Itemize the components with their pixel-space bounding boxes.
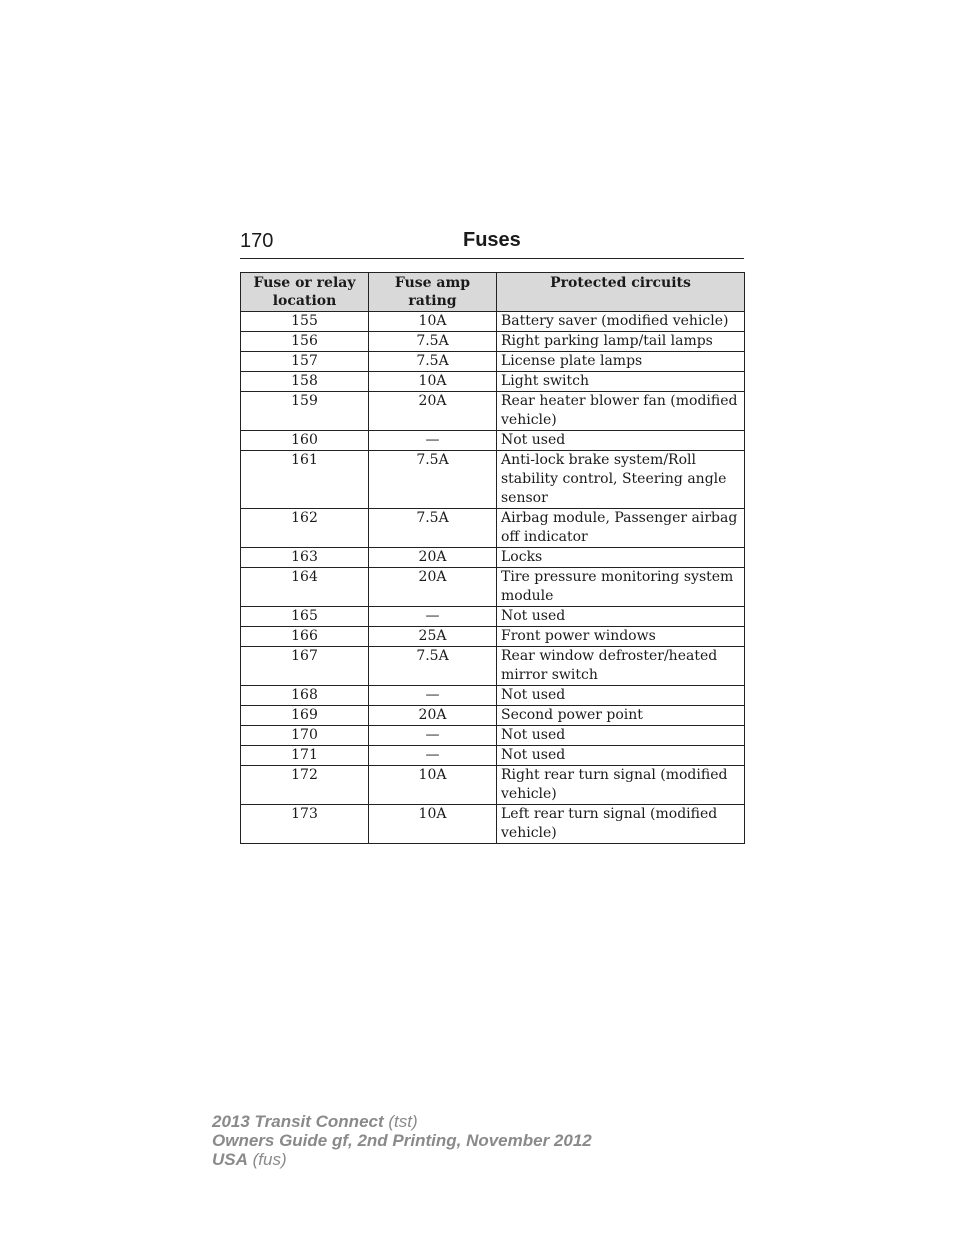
cell-rating: 20A [369, 548, 497, 568]
cell-rating: 25A [369, 627, 497, 647]
table-row [241, 451, 745, 509]
footer-market: USA [212, 1150, 248, 1169]
cell-location: 164 [241, 568, 369, 607]
cell-location: 165 [241, 607, 369, 627]
cell-circuits: Front power windows [497, 627, 745, 647]
footer-line-2 [212, 1131, 592, 1150]
table-row [241, 312, 745, 332]
cell-circuits: Not used [497, 686, 745, 706]
cell-location: 167 [241, 647, 369, 686]
cell-rating: 10A [369, 766, 497, 805]
column-header-circuits: Protected circuits [497, 273, 745, 312]
table-row [241, 431, 745, 451]
cell-location: 162 [241, 509, 369, 548]
cell-rating: 10A [369, 312, 497, 332]
table-row [241, 746, 745, 766]
cell-location: 156 [241, 332, 369, 352]
table-row [241, 726, 745, 746]
footer-market-code: (fus) [247, 1150, 287, 1169]
cell-rating: 20A [369, 392, 497, 431]
table-row [241, 352, 745, 372]
page-footer [212, 1112, 592, 1169]
footer-printing: Owners Guide gf, 2nd Printing, November 2012 [212, 1131, 592, 1150]
cell-rating: 10A [369, 372, 497, 392]
cell-rating: — [369, 431, 497, 451]
column-header-location: Fuse or relay location [241, 273, 369, 312]
cell-location: 171 [241, 746, 369, 766]
footer-model-code: (tst) [383, 1112, 418, 1131]
fuse-table [240, 272, 745, 844]
cell-circuits: Tire pressure monitoring system module [497, 568, 745, 607]
cell-rating: 7.5A [369, 332, 497, 352]
cell-location: 166 [241, 627, 369, 647]
cell-location: 170 [241, 726, 369, 746]
cell-location: 163 [241, 548, 369, 568]
table-row [241, 548, 745, 568]
table-row [241, 627, 745, 647]
page-header [240, 228, 744, 259]
cell-rating: 7.5A [369, 451, 497, 509]
table-row [241, 332, 745, 352]
cell-circuits: Not used [497, 607, 745, 627]
cell-circuits: Rear window defroster/heated mirror switch [497, 647, 745, 686]
cell-circuits: Right parking lamp/tail lamps [497, 332, 745, 352]
footer-model: 2013 Transit Connect [212, 1112, 384, 1131]
cell-circuits: Right rear turn signal (modified vehicle) [497, 766, 745, 805]
cell-location: 160 [241, 431, 369, 451]
cell-rating: 20A [369, 706, 497, 726]
footer-line-1 [212, 1112, 592, 1131]
table-row [241, 607, 745, 627]
cell-rating: 7.5A [369, 352, 497, 372]
cell-circuits: Rear heater blower fan (modified vehicle) [497, 392, 745, 431]
table-row [241, 372, 745, 392]
table-body [241, 312, 745, 844]
cell-circuits: Battery saver (modified vehicle) [497, 312, 745, 332]
cell-rating: — [369, 726, 497, 746]
cell-location: 173 [241, 805, 369, 844]
cell-location: 155 [241, 312, 369, 332]
cell-rating: — [369, 686, 497, 706]
cell-circuits: License plate lamps [497, 352, 745, 372]
cell-circuits: Second power point [497, 706, 745, 726]
section-title: Fuses [463, 229, 521, 251]
cell-rating: 10A [369, 805, 497, 844]
footer-line-3 [212, 1150, 592, 1169]
cell-location: 169 [241, 706, 369, 726]
cell-location: 158 [241, 372, 369, 392]
cell-location: 168 [241, 686, 369, 706]
page-number: 170 [240, 230, 274, 252]
table-row [241, 686, 745, 706]
cell-circuits: Airbag module, Passenger airbag off indicator [497, 509, 745, 548]
cell-rating: 7.5A [369, 509, 497, 548]
cell-circuits: Light switch [497, 372, 745, 392]
cell-circuits: Anti-lock brake system/Roll stability control, Steering angle sensor [497, 451, 745, 509]
cell-location: 157 [241, 352, 369, 372]
cell-rating: — [369, 746, 497, 766]
table-row [241, 766, 745, 805]
column-header-rating: Fuse amp rating [369, 273, 497, 312]
table-row [241, 805, 745, 844]
table-row [241, 509, 745, 548]
table-row [241, 647, 745, 686]
table-row [241, 392, 745, 431]
cell-circuits: Not used [497, 746, 745, 766]
cell-circuits: Not used [497, 726, 745, 746]
cell-rating: 20A [369, 568, 497, 607]
cell-circuits: Left rear turn signal (modified vehicle) [497, 805, 745, 844]
cell-rating: — [369, 607, 497, 627]
cell-location: 172 [241, 766, 369, 805]
table-row [241, 706, 745, 726]
table-header-row [241, 273, 745, 312]
table-row [241, 568, 745, 607]
cell-circuits: Locks [497, 548, 745, 568]
cell-rating: 7.5A [369, 647, 497, 686]
cell-circuits: Not used [497, 431, 745, 451]
cell-location: 159 [241, 392, 369, 431]
cell-location: 161 [241, 451, 369, 509]
